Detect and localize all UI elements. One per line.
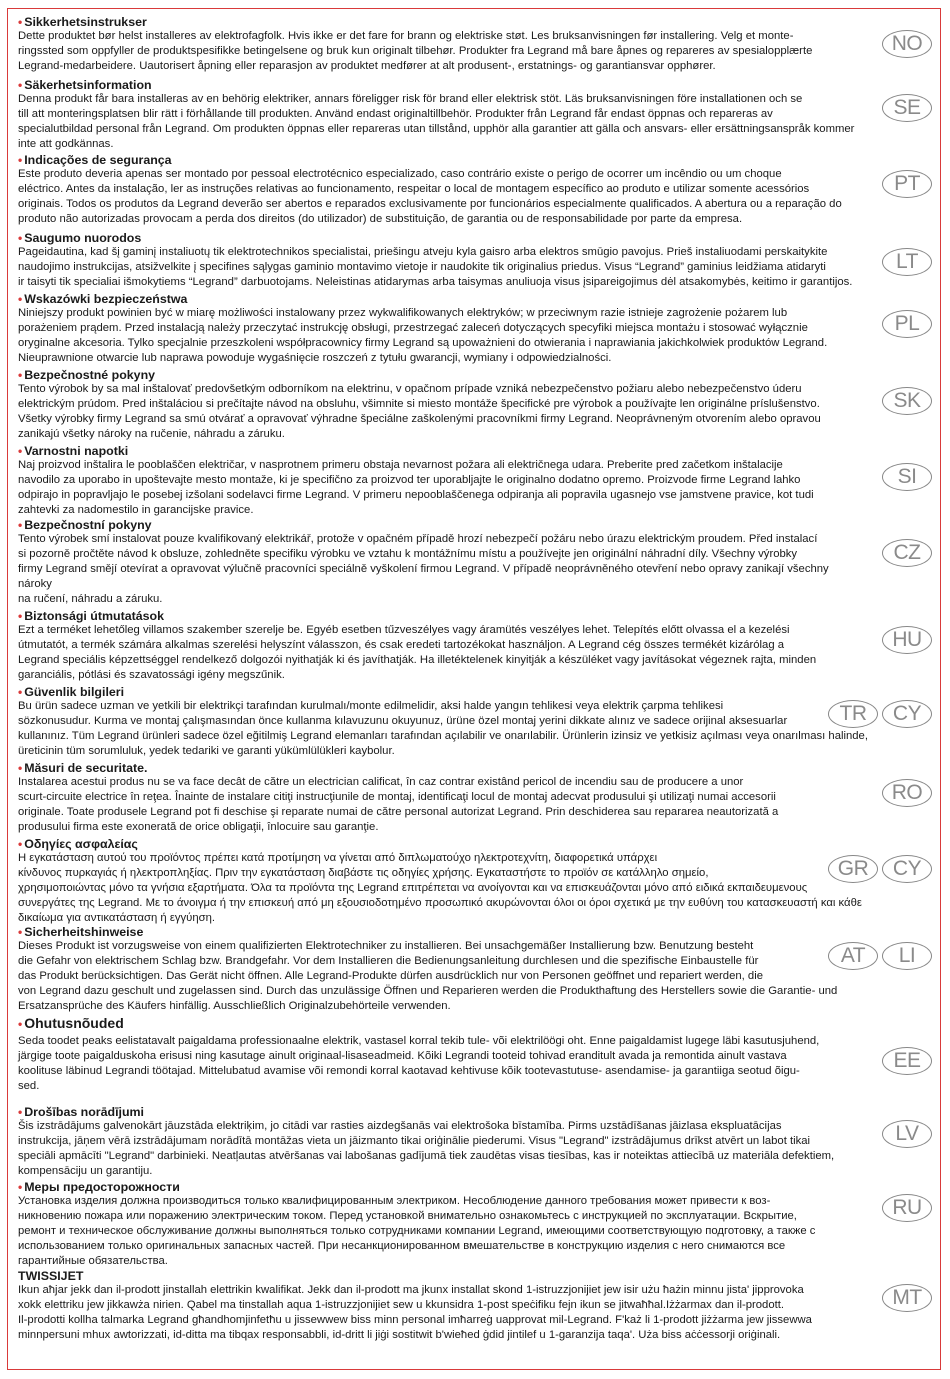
section-gr [18,837,882,926]
country-badges [882,1284,932,1312]
body-line: das Produkt berücksichtigen. Das Gerät nicht öffnen. Alle Legrand-Produkte dürfen ausdrücklich nur von Personen geöffnet und repariert werden, die [18,969,763,982]
section-title: • Säkerhetsinformation [18,78,152,92]
country-badge: SK [882,387,932,415]
body-line: produsului firma este exonerată de orice obligaţii, înlocuire sau garanţie. [18,820,379,833]
section-mt [18,1269,882,1343]
section-pt [18,153,882,227]
country-badge: SI [882,463,932,491]
section-body [18,245,882,290]
country-badges [828,942,932,970]
body-line: Ikun aħjar jekk dan il-prodott jinstallah elettrikin kwalifikat. Jekk dan il-prodott ma jkunx installat skond 1-istruzzjonijiet jew isir użu ħażin minnu jista' jipprovoka [18,1284,804,1296]
body-line: porażeniem prądem. Przed instalacją należy przeczytać instrukcję obsługi, przestrzegać zaleceń dotyczących specyfiki miejsca montażu i stosować wyłącznie [18,321,808,334]
body-line: na ručení, náhradu a záruku. [18,592,163,605]
section-title: TWISSIJET [18,1269,84,1283]
body-line: sed. [18,1079,40,1092]
country-badge: AT [828,942,878,970]
country-badges [882,248,932,276]
bullet-icon: • [18,518,23,532]
body-line: útmutatót, a termék számára alkalmas szerelési helyszínt válasszon, és csak eredeti tartozékokat használjon. A Legrand cég összes termékét kizárólag a [18,638,785,651]
section-title: • Indicações de segurança [18,153,172,167]
country-badge: GR [828,855,878,883]
country-badges [882,1120,932,1148]
section-pl [18,292,882,366]
country-badge: RU [882,1194,932,1222]
section-ee [18,1016,882,1094]
bullet-icon: • [18,231,23,245]
country-badges [882,539,932,567]
country-badges [882,1047,932,1075]
country-badges [882,94,932,122]
body-line: Ezt a terméket lehetőleg villamos szakember szerelje be. Egyéb esetben tűzveszélyes vagy áramütés veszélyes lehet. Telepítés előtt olvassa el a kezelési [18,624,790,636]
body-line: Nieuprawnione otwarcie lub naprawa powoduje wygaśnięcie roszczeń z tytułu gwarancji, wymiany i odpowiedzialności. [18,351,612,364]
section-title: • Sikkerhetsinstrukser [18,15,147,29]
section-body [18,939,882,1014]
body-line: kullanınız. Tüm Legrand ürünleri sadece özel eğitilmiş Legrand elemanları tarafından açılabilir ve onarılabilir. Ürünlerin izinsiz ve yetkisiz açılması veya onarılması halinde, [18,729,868,742]
section-title: • Sicherheitshinweise [18,925,144,939]
body-line: Všetky výrobky firmy Legrand sa smú otvárať a opravovať výhradne špeciálne zaškolenými pracovníkmi firmy Legrand. Neoprávneným otvorením alebo opravou [18,412,821,425]
body-line: elektrickým prúdom. Pred inštaláciou si prečítajte návod na obsluhu, všimnite si miesto montáže špecifické pre výrobok a používajte len originálne príslušenstvo. [18,397,820,410]
body-line: Il-prodotti kollha talmarka Legrand għandhomjinfetħu u jissewwew biss minn personal imħarreġ uapprovat mil-Legrand. F'każ li 1-prodott jiżżarma jew jissewwa [18,1313,812,1326]
country-badge: PT [882,170,932,198]
body-line: till att monteringsplatsen blir rätt i förhållande till produkten. Använd endast originaltillbehör. Produkter från Legrand får endast öppnas och repareras av [18,107,773,120]
section-body [18,699,882,759]
section-body [18,306,882,366]
body-line: ringssted som oppfyller de produktspesifikke betingelsene og bruk kun originalt tilbehør. Produkter fra Legrand må bare åpnes og repareres av spesialopplærte [18,44,813,57]
body-line: navodilo za uporabo in upoštevajte mesto montaže, ki je specifično za proizvod ter uporabljajte le originalno dodatno opremo. Proizvode firme Legrand lahko [18,473,801,486]
body-line: garanciális, pótlási és szavatossági igény megszűnik. [18,668,285,681]
country-badge: EE [882,1047,932,1075]
country-badge: PL [882,310,932,338]
body-line: instrukcija, jāņem vērā izstrādājumam norādītā montāžas vieta un jāizmanto tikai oriģinālie piederumi. Visus "Legrand" izstrādājumus drīkst atvērt un labot tikai [18,1134,811,1147]
body-line: originale. Toate produsele Legrand pot fi deschise şi reparate numai de către personal autorizat Legrand. Prin deschiderea sau repararea neautorizată a [18,805,779,818]
body-line: järgige toote paigalduskoha erisusi ning kasutage ainult originaal-lisaseadmeid. Kõiki Legrandi tooteid tohivad eranditult avada ja remontida ainult vastava [18,1049,787,1062]
section-body [18,92,882,152]
body-line: üreticinin tüm sorumluluk, yedek tedariki ve garanti yükümlülükleri kaybolur. [18,744,395,757]
country-badge: LI [882,942,932,970]
body-line: kompensāciju un garantiju. [18,1164,153,1177]
section-body [18,1283,882,1343]
bullet-icon: • [18,1105,23,1119]
country-badges [882,779,932,807]
section-body [18,623,882,683]
section-cz [18,518,882,607]
country-badge: LT [882,248,932,276]
country-badge: SE [882,94,932,122]
body-line: zanikajú všetky nároky na ručenie, náhradu a záruku. [18,427,285,440]
bullet-icon: • [18,1180,23,1194]
bullet-icon: • [18,925,23,939]
body-line: odpirajo in popravljajo le posebej izšolani sodelavci firme Legrand. V primeru nepooblaščenega odpiranja ali popravila ugasnejo vse jamstvene pravice, kot tudi [18,488,814,501]
body-line: firmy Legrand smějí otevírat a opravovat výlučně pracovníci speciálně vyškolení firmou Legrand. V případě neoprávněného otevření nebo opravy zanikají všechny [18,562,829,575]
body-line: produto não autorizadas provocam a perda dos direitos (do utilizador) de substituição, de garantia ou de responsabilidade por parte da empresa. [18,212,743,225]
body-line: ремонт и техническое обслуживание должны выполняться только сотрудниками компании Legrand, имеющими соответствующую подготовку, а также с [18,1224,816,1237]
section-ru [18,1180,882,1269]
section-title: • Güvenlik bilgileri [18,685,125,699]
country-badges [882,170,932,198]
body-line: Niniejszy produkt powinien być w miarę możliwości instalowany przez wykwalifikowanych elektryków; w przeciwnym razie istnieje zagrożenie pożarem lub [18,307,788,319]
body-line: xokk elettriku jew jikkawża nirien. Qabel ma tinstallah aqua 1-istruzzjonijiet sew u kkunsidra 1-post speċifiku fejn ikun se jitwaħħal.Iżżarmax dan il-prodott. [18,1298,785,1311]
body-line: ir taisyti tik specialiai išmokytiems “Legrand” darbuotojams. Neleistinas atidarymas arba taisymas anuliuoja visus įsipareigojimus dėl atsakomybės, keitimo ir garantijos. [18,275,853,288]
section-title: • Ohutusnõuded [18,1015,124,1031]
body-line: Seda toodet peaks eelistatavalt paigaldama professionaalne elektrik, vastasel korral tekib tule- või elektrilöögi oht. Enne paigaldamist lugege läbi kasutusjuhend, [18,1035,820,1047]
body-line: nároky [18,577,52,590]
body-line: использованием только оригинальных запасных частей. При несанкционированном вмешательстве в конструкцию изделия с него снимаются все [18,1239,786,1252]
bullet-icon: • [18,609,23,623]
bullet-icon: • [18,444,23,458]
body-line: Šis izstrādājums galvenokārt jāuzstāda elektriķim, jo citādi var rasties aizdegšanās vai elektrošoka bīstamība. Pirms uzstādīšanas jāizlasa ekspluatācijas [18,1120,782,1132]
bullet-icon: • [18,153,23,167]
body-line: δικαίωμα για αντικατάσταση ή εγγύηση. [18,911,216,924]
body-line: sözkonusudur. Kurma ve montaj çalışmasından önce kullanma kılavuzunu okuyunuz, ürüne özel montaj yerini dikkate alınız ve sadece orijinal aksesuarlar [18,714,788,727]
body-line: Tento výrobok by sa mal inštalovať predovšetkým odborníkom na elektrinu, v opačnom prípade vzniká nebezpečenstvo požiaru alebo nebezpečenstvo úderu [18,383,802,395]
body-line: гарантийные обязательства. [18,1254,168,1267]
section-body [18,775,882,835]
section-title: • Bezpečnostní pokyny [18,518,152,532]
section-body [18,1194,882,1269]
country-badge: LV [882,1120,932,1148]
section-body [18,29,882,74]
body-line: Tento výrobek smí instalovat pouze kvalifikovaný elektrikář, protože v opačném případě hrozí nebezpečí požáru nebo úrazu elektrickým proudem. Před instalací [18,533,818,545]
body-line: oryginalne akcesoria. Tylko specjalnie przeszkoleni współpracownicy firmy Legrand są upoważnieni do otwierania i naprawiania jakichkolwiek produktów Legrand. [18,336,828,349]
country-badges [828,700,932,728]
body-line: χρησιμοποιώντας μόνο τα γνήσια εξαρτήματα. Όλα τα προϊόντα της Legrand επιτρέπεται να ανοίγονται και να επισκευάζονται μόνο από ειδικά εκπαιδευμενους [18,881,808,894]
country-badges [882,626,932,654]
section-body [18,1034,882,1094]
body-line: specialutbildad personal från Legrand. Om produkten öppnas eller repareras utan tillstånd, upphör alla garantier att gälla och ansvars- eller ersättningsanspråk kommer [18,122,855,135]
section-title: • Drošības norādījumi [18,1105,145,1119]
country-badges [828,855,932,883]
body-line: Bu ürün sadece uzman ve yetkili bir elektrikçi tarafından kurulmalı/monte edilmelidir, aksi halde yangın tehlikesi veya elektrik çarpma tehlikesi [18,700,724,712]
section-title: • Bezpečnostné pokyny [18,368,156,382]
country-badges [882,30,932,58]
section-title: • Biztonsági útmutatások [18,609,164,623]
section-no [18,15,882,74]
section-sk [18,368,882,442]
section-body [18,458,882,518]
section-lt [18,231,882,290]
section-si [18,444,882,518]
body-line: koolituse läbinud Legrandi töötajad. Mittelubatud avamise või remondi korral kaotavad kehtivuse kõik tootevastutuse- asendamise- ja garantiiga seotud õigu- [18,1064,800,1077]
section-title: • Saugumo nuorodos [18,231,142,245]
body-line: никновению пожара или поражению электрическим током. Перед установкой внимательно ознакомьтесь с инструкцией по эксплуатации. Вскрытие, [18,1209,797,1222]
country-badge: CY [882,700,932,728]
country-badge: CZ [882,539,932,567]
country-badge: HU [882,626,932,654]
body-line: speciāli apmācīti "Legrand" darbinieki. Neatļautas atvēršanas vai labošanas gadījumā tiek zaudētas visas tiesības, kas ir noteiktas attiecībā uz materiāla defektiem, [18,1149,835,1162]
body-line: Denna produkt får bara installeras av en behörig elektriker, annars föreligger risk för brand eller elektrisk stöt. Läs bruksanvisningen före installationen och se [18,93,803,105]
bullet-icon: • [18,685,23,699]
bullet-icon: • [18,78,23,92]
country-badge: MT [882,1284,932,1312]
body-line: si pozorně pročtěte návod k obsluze, zohledněte specifiku výrobku ve vztahu k montážnímu místu a používejte jen originální náhradní díly. Všechny výrobky [18,547,798,560]
body-line: inte att godkännas. [18,137,114,150]
section-hu [18,609,882,683]
body-line: Pageidautina, kad šį gaminį instaliuotų tik elektrotechnikos specialistai, priešingu atveju kyla gaisro arba elektros smūgio pavojus. Prieš instaliuodami perskaitykite [18,246,828,258]
section-lv [18,1105,882,1179]
body-line: Установка изделия должна производиться только квалифицированным электриком. Несоблюдение данного требования может привести к воз- [18,1195,771,1207]
body-line: von Legrand dazu geschult und zugelassen sind. Durch das unzulässige Öffnen und Reparieren werden die Produkthaftung des Herstellers sowie die Garantie- und [18,984,838,997]
country-badges [882,387,932,415]
section-body [18,1119,882,1179]
section-body [18,382,882,442]
bullet-icon: • [18,1017,23,1031]
section-title: • Οδηγίες ασφαλείας [18,837,138,851]
section-ro [18,761,882,835]
body-line: Naj proizvod inštalira le pooblaščen električar, v nasprotnem primeru obstaja nevarnost požara ali električnega udara. Preberite pred začetkom inštalacije [18,459,783,471]
country-badge: TR [828,700,878,728]
body-line: Dieses Produkt ist vorzugsweise von einem qualifizierten Elektrotechniker zu installieren. Bei unsachgemäßer Installierung bzw. Benutzung besteht [18,940,754,952]
bullet-icon: • [18,368,23,382]
country-badges [882,463,932,491]
body-line: Legrand speciális képzettséggel rendelkező dolgozói nyithatják ki és javíthatják. Ha illetéktelenek kinyitják a készüléket vagy javításokat végeznek rajta, minden [18,653,817,666]
body-line: naudojimo instrukcijas, atsižvelkite į specifines sąlygas gaminio montavimo vietoje ir naudokite tik originalius priedus. Visus “Legrand” gaminius leidžiama atidaryti [18,260,826,273]
section-title: • Меры предосторожности [18,1180,180,1194]
body-line: originais. Todos os produtos da Legrand deverão ser abertos e reparados exclusivamente por funcionários especialmente qualificados. A abertura ou a reparação do [18,197,842,210]
country-badge: NO [882,30,932,58]
body-line: scurt-circuite electrice în reţea. Înainte de instalare citiţi instrucţiunile de montaj, identificaţi locul de montaj adecvat produsului şi utilizaţi numai accesorii [18,790,776,803]
body-line: Instalarea acestui produs nu se va face decât de către un electrician calificat, în caz contrar existând pericol de incendiu sau de producere a unor [18,776,744,788]
body-line: κίνδυνος πυρκαγιάς ή ηλεκτροπληξίας. Πριν την εγκατάσταση διαβάστε τις οδηγίες χρήσης. Εγκαταστήστε το προϊόν σε κατάλληλο σημείο, [18,866,709,879]
document-frame [7,8,941,1370]
body-line: Legrand-medarbeidere. Uautorisert åpning eller reparasjon av produktet medfører at alt produsent-, erstatnings- og garantiansvar opphører. [18,59,716,72]
body-line: die Gefahr von elektrischem Schlag bzw. Brandgefahr. Vor dem Installieren die Bedienungsanleitung durchlesen und die spezifische Einbaustelle für [18,954,759,967]
bullet-icon: • [18,761,23,775]
section-title: • Varnostni napotki [18,444,129,458]
country-badges [882,1194,932,1222]
section-se [18,78,882,152]
body-line: Este produto deveria apenas ser montado por pessoal electrotécnico especializado, caso contrário existe o perigo de ocorrer um incêndio ou um choque [18,168,782,180]
body-line: eléctrico. Antes da instalação, ler as instruções relativas ao funcionamento, respeitar o local de montagem específico ao produto e utilizar somente acessórios [18,182,810,195]
body-line: συνεργάτες της Legrand. Με το άνοιγμα ή την επισκευή από μη εξουσιοδοτημένο προσωπικό ακυρώνονται όλοι οι όροι σχετικά με την ευθύνη του κατασκευαστή και κάθε [18,896,862,909]
bullet-icon: • [18,15,23,29]
section-at [18,925,882,1014]
section-tr [18,685,882,759]
body-line: Dette produktet bør helst installeres av elektrofagfolk. Hvis ikke er det fare for brann og elektriske støt. Les bruksanvisningen før installering. Velg et monte- [18,30,794,42]
bullet-icon: • [18,837,23,851]
bullet-icon: • [18,292,23,306]
body-line: zahtevki za nadomestilo in garancijske pravice. [18,503,254,516]
body-line: Η εγκατάσταση αυτού του προϊόντος πρέπει κατά προτίμηση να γίνεται από διπλωματούχο ηλεκτροτεχνίτη, διαφορετικά υπάρχει [18,852,658,864]
country-badge: RO [882,779,932,807]
section-body [18,532,882,607]
country-badges [882,310,932,338]
section-title: • Măsuri de securitate. [18,761,148,775]
section-title: • Wskazówki bezpieczeństwa [18,292,188,306]
section-body [18,167,882,227]
section-body [18,851,882,926]
body-line: Ersatzansprüche des Käufers hinfällig. Ausschließlich Originalzubehörteile verwenden. [18,999,451,1012]
country-badge: CY [882,855,932,883]
body-line: minnpersuni mhux awtorizzati, id-ditta ma tibqax responsabbli, id-dritt li jiġi sostitwit b'wieħed ġdid jintilef u 1-garanzija taqa'. Użа biss aċċessorji oriġinali. [18,1328,781,1341]
